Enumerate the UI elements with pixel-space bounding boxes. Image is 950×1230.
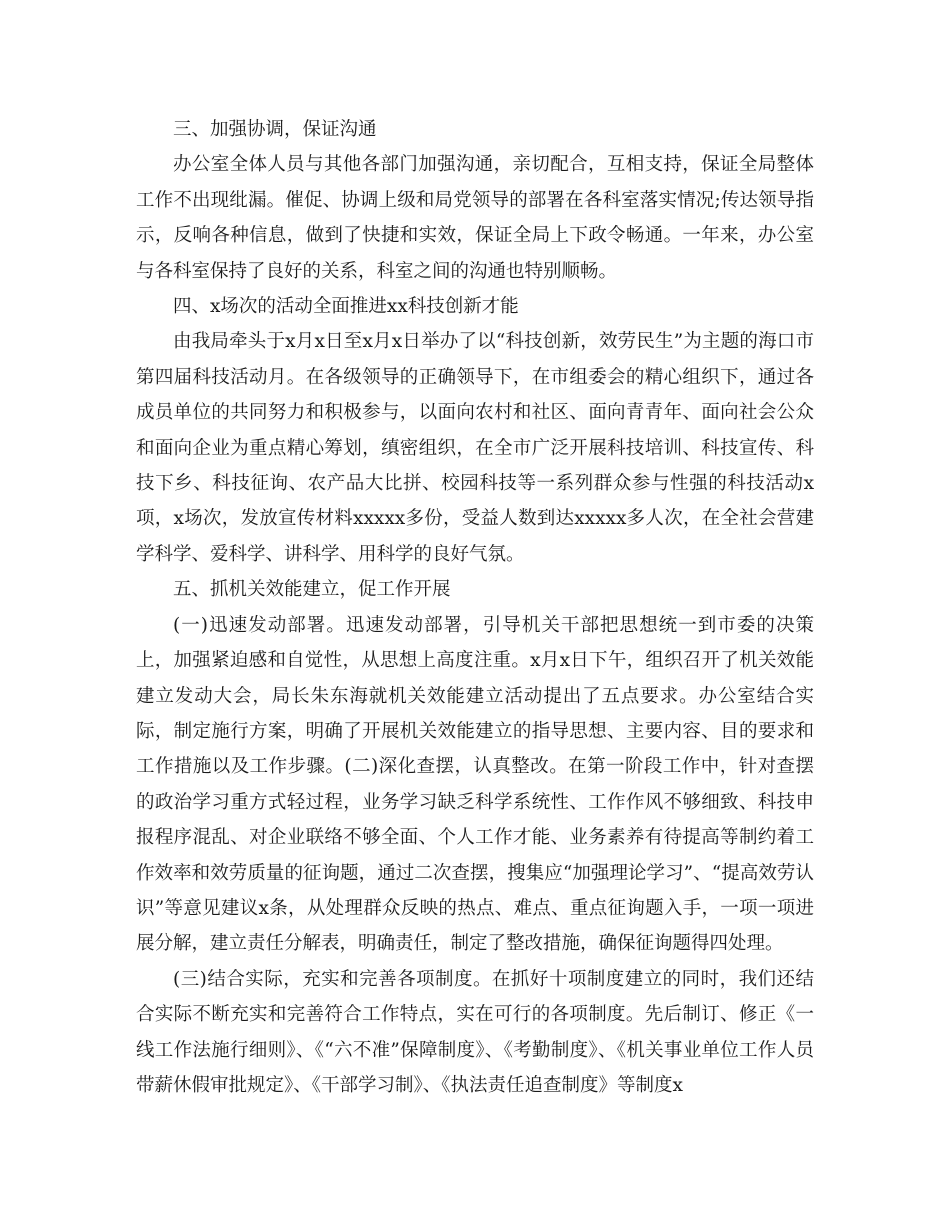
section-heading-3: 三、加强协调，保证沟通: [173, 119, 377, 140]
paragraph-tech-month: 由我局牵头于x月x日至x月x日举办了以“科技创新，效劳民生”为主题的海口市第四届科技活动月。在各级领导的正确领导下，在市组委会的精心组织下，通过各成员单位的共同努力和积极参与，以面向农村和社区、面向青青年、面向社会公众和面向企业为重点精心筹划，缜密组织，在全市广泛开展科技培训、科技宣传、科技下乡、科技征询、农产品大比拼、校园科技等一系列群众参与性强的科技活动x项，x场次，发放宣传材料xxxxx多份，受益人数到达xxxxx多人次，在全社会营建学科学、爱科学、讲科学、用科学的良好气氛。: [136, 331, 814, 565]
section-heading-4: 四、x场次的活动全面推进xx科技创新才能: [173, 296, 519, 318]
paragraph-regulations: (三)结合实际，充实和完善各项制度。在抓好十项制度建立的同时，我们还结合实际不断充实和完善符合工作特点，实在可行的各项制度。先后制订、修正《一线工作法施行细则》、《“六不准”保障制度》、《考勤制度》、《机关事业单位工作人员带薪休假审批规定》、《干部学习制》、《执法责任追查制度》等制度x: [136, 968, 814, 1096]
paragraph-efficiency: (一)迅速发动部署。迅速发动部署，引导机关干部把思想统一到市委的决策上，加强紧迫感和自觉性，从思想上高度注重。x月x日下午，组织召开了机关效能建立发动大会，局长朱东海就机关效能建立活动提出了五点要求。办公室结合实际，制定施行方案，明确了开展机关效能建立的指导思想、主要内容、目的要求和工作措施以及工作步骤。(二)深化查摆，认真整改。在第一阶段工作中，针对查摆的政治学习重方式轻过程，业务学习缺乏科学系统性、工作作风不够细致、科技申报程序混乱、对企业联络不够全面、个人工作才能、业务素养有待提高等制约着工作效率和效劳质量的征询题，通过二次查摆，搜集应“加强理论学习”、“提高效劳认识”等意见建议x条，从处理群众反映的热点、难点、重点征询题入手，一项一项进展分解，建立责任分解表，明确责任，制定了整改措施，确保征询题得四处理。: [136, 614, 814, 955]
section-heading-5: 五、抓机关效能建立，促工作开展: [173, 579, 451, 601]
document-body: [136, 112, 814, 1103]
paragraph-communication: 办公室全体人员与其他各部门加强沟通，亲切配合，互相支持，保证全局整体工作不出现纰漏。催促、协调上级和局党领导的部署在各科室落实情况;传达领导指示，反响各种信息，做到了快捷和实效，保证全局上下政令畅通。一年来，办公室与各科室保持了良好的关系，科室之间的沟通也特别顺畅。: [136, 154, 814, 282]
